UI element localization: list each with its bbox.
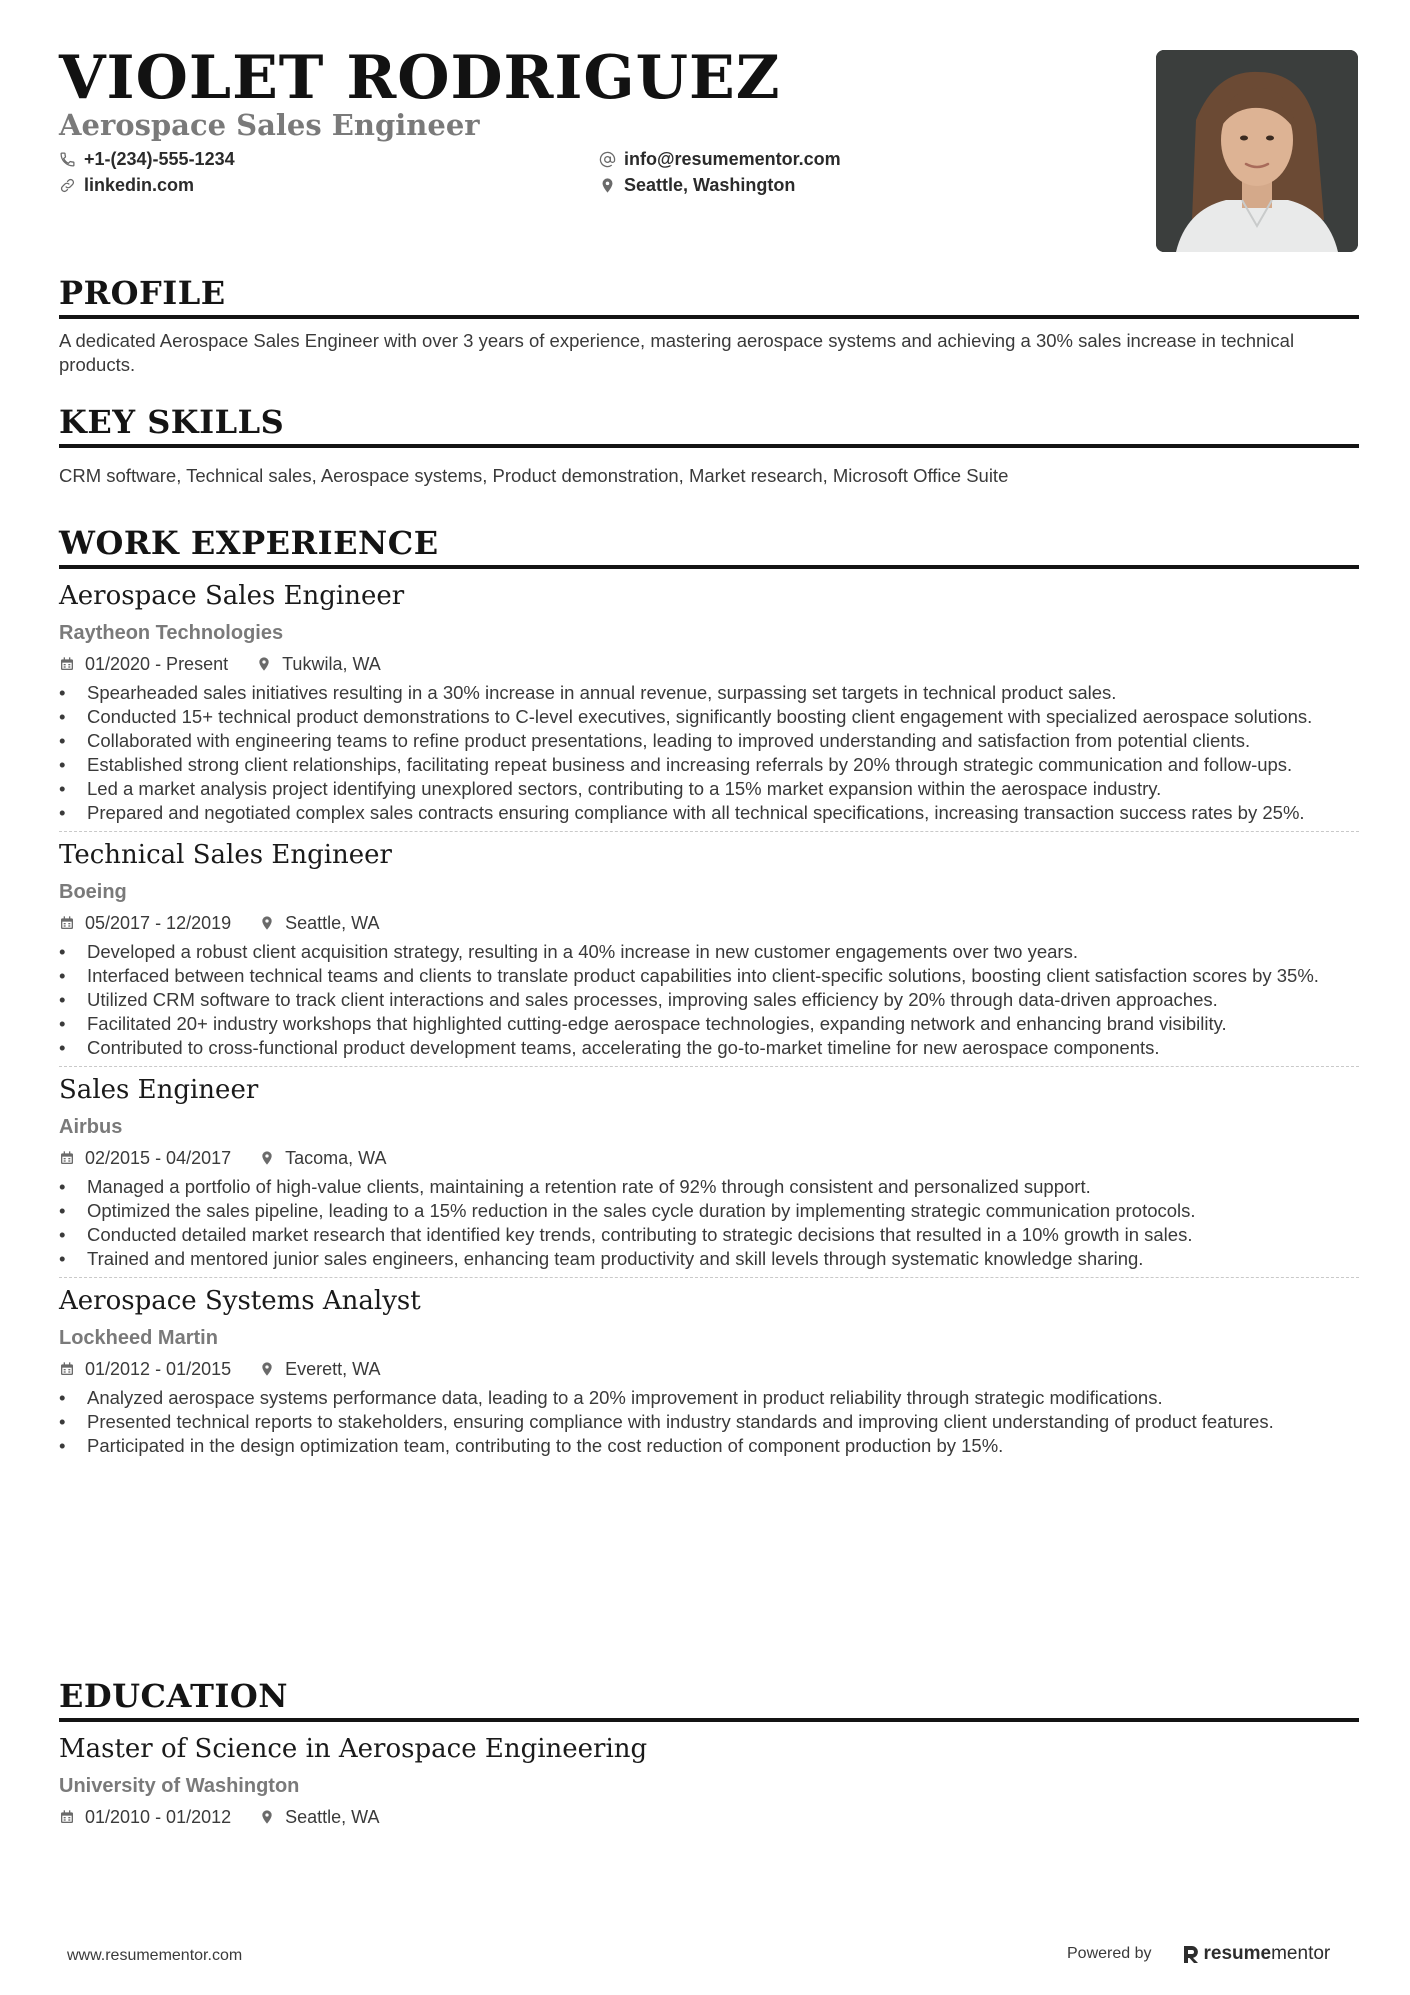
footer-website[interactable]: www.resumementor.com (67, 1947, 243, 1964)
powered-by-label: Powered by (1067, 1945, 1152, 1962)
job-bullet: • Facilitated 20+ industry workshops that highlighted cutting-edge aerospace technologies, expanding network and enhancing brand visibility. (87, 1012, 1359, 1036)
candidate-headline: Aerospace Sales Engineer (59, 108, 480, 142)
section-title-skills: KEY SKILLS (59, 406, 1359, 448)
job-dates: 01/2020 - Present (85, 654, 229, 674)
job-bullet: • Conducted 15+ technical product demonstrations to C-level executives, significantly boosting client engagement with specialized aerospace solutions. (87, 705, 1359, 729)
experience-section (59, 524, 1359, 1464)
location-text: Seattle, Washington (624, 175, 796, 195)
job-location-text: Everett, WA (285, 1359, 381, 1379)
job-bullet: • Managed a portfolio of high-value clients, maintaining a retention rate of 92% through consistent and personalized support. (87, 1175, 1359, 1199)
profile-text: A dedicated Aerospace Sales Engineer with over 3 years of experience, mastering aerospace systems and achieving a 30% sales increase in technical products. (59, 330, 1295, 375)
contact-linkedin[interactable] (59, 176, 194, 194)
resumementor-logo-icon (1182, 1944, 1200, 1964)
at-icon (599, 151, 616, 168)
link-icon (59, 177, 76, 194)
brand-logo[interactable] (1182, 1943, 1331, 1965)
map-pin-icon (259, 1809, 275, 1825)
school-name: University of Washington (59, 1775, 300, 1797)
calendar-icon (59, 915, 75, 931)
job-location (259, 1360, 380, 1378)
job-bullets (59, 1386, 1359, 1458)
calendar-icon (59, 656, 75, 672)
map-pin-icon (256, 656, 272, 672)
job-bullet: • Established strong client relationships, facilitating repeat business and increasing referrals by 20% through strategic communication and follow-ups. (87, 753, 1359, 777)
section-title-education: EDUCATION (59, 1680, 1359, 1722)
candidate-name: VIOLET RODRIGUEZ (59, 43, 781, 113)
job-bullet: • Analyzed aerospace systems performance data, leading to a 20% improvement in product reliability through strategic modifications. (87, 1386, 1359, 1410)
email-text: info@resumementor.com (624, 149, 841, 169)
job-bullet: • Optimized the sales pipeline, leading to a 15% reduction in the sales cycle duration by implementing strategic communication protocols. (87, 1199, 1359, 1223)
job-bullets (59, 681, 1359, 825)
skills-text: CRM software, Technical sales, Aerospace systems, Product demonstration, Market research, Microsoft Office Suite (59, 465, 1009, 486)
brand-bold: resume (1203, 1943, 1272, 1964)
skills-section (59, 403, 1359, 488)
footer-powered (1067, 1943, 1330, 1965)
company-name: Airbus (59, 1116, 123, 1138)
map-pin-icon (259, 915, 275, 931)
contact-location (599, 176, 795, 194)
degree-title: Master of Science in Aerospace Engineering (59, 1734, 648, 1764)
job-title: Technical Sales Engineer (59, 840, 392, 870)
job-entry (59, 842, 1359, 1067)
contact-phone (59, 150, 235, 168)
company-name: Boeing (59, 881, 127, 903)
education-meta (59, 1808, 1359, 1826)
linkedin-text: linkedin.com (84, 175, 195, 195)
education-location (259, 1808, 379, 1826)
job-bullet: • Interfaced between technical teams and clients to translate product capabilities into client-specific solutions, boosting client satisfaction scores by 35%. (87, 964, 1359, 988)
job-bullets (59, 1175, 1359, 1271)
phone-icon (59, 151, 76, 168)
job-bullet: • Conducted detailed market research that identified key trends, contributing to strategic decisions that resulted in a 10% growth in sales. (87, 1223, 1359, 1247)
profile-section (59, 274, 1359, 377)
company-name: Raytheon Technologies (59, 622, 284, 644)
job-dates: 01/2012 - 01/2015 (85, 1359, 232, 1379)
job-bullet: • Presented technical reports to stakeholders, ensuring compliance with industry standards and improving client understanding of product features. (87, 1410, 1359, 1434)
job-bullet: • Trained and mentored junior sales engineers, enhancing team productivity and skill levels through systematic knowledge sharing. (87, 1247, 1359, 1271)
job-meta (59, 1149, 1359, 1167)
job-title: Aerospace Sales Engineer (59, 581, 405, 611)
job-location-text: Tacoma, WA (285, 1148, 387, 1168)
calendar-icon (59, 1150, 75, 1166)
job-bullet: • Developed a robust client acquisition strategy, resulting in a 40% increase in new customer engagements over two years. (87, 940, 1359, 964)
brand-light: mentor (1271, 1943, 1331, 1964)
job-bullet: • Collaborated with engineering teams to refine product presentations, leading to improved understanding and satisfaction from potential clients. (87, 729, 1359, 753)
job-location-text: Seattle, WA (285, 913, 380, 933)
job-dates: 02/2015 - 04/2017 (85, 1148, 232, 1168)
section-title-profile: PROFILE (59, 277, 1359, 319)
job-location-text: Tukwila, WA (282, 654, 381, 674)
education-section (59, 1677, 1359, 1827)
job-meta (59, 655, 1359, 673)
job-bullet: • Led a market analysis project identifying unexplored sectors, contributing to a 15% market expansion within the aerospace industry. (87, 777, 1359, 801)
job-dates: 05/2017 - 12/2019 (85, 913, 232, 933)
profile-photo (1156, 50, 1358, 252)
job-location (259, 1149, 386, 1167)
job-bullet: • Spearheaded sales initiatives resulting in a 30% increase in annual revenue, surpassing set targets in technical product sales. (87, 681, 1359, 705)
map-pin-icon (259, 1150, 275, 1166)
job-title: Sales Engineer (59, 1075, 259, 1105)
contact-email[interactable] (599, 150, 841, 168)
calendar-icon (59, 1361, 75, 1377)
job-entry (59, 583, 1359, 832)
job-bullet: • Contributed to cross-functional product development teams, accelerating the go-to-market timeline for new aerospace components. (87, 1036, 1359, 1060)
section-title-experience: WORK EXPERIENCE (59, 527, 1359, 569)
education-dates: 01/2010 - 01/2012 (85, 1807, 232, 1827)
calendar-icon (59, 1809, 75, 1825)
map-pin-icon (599, 177, 616, 194)
job-bullets (59, 940, 1359, 1060)
phone-text: +1-(234)-555-1234 (84, 149, 235, 169)
job-location (259, 914, 379, 932)
job-location (256, 655, 381, 673)
job-bullet: • Prepared and negotiated complex sales contracts ensuring compliance with all technical specifications, increasing transaction success rates by 25%. (87, 801, 1359, 825)
job-entry (59, 1077, 1359, 1278)
job-entry (59, 1288, 1359, 1464)
job-bullet: • Utilized CRM software to track client interactions and sales processes, improving sales efficiency by 20% through data-driven approaches. (87, 988, 1359, 1012)
job-meta (59, 914, 1359, 932)
job-meta (59, 1360, 1359, 1378)
education-location-text: Seattle, WA (285, 1807, 380, 1827)
map-pin-icon (259, 1361, 275, 1377)
job-title: Aerospace Systems Analyst (59, 1286, 421, 1316)
company-name: Lockheed Martin (59, 1327, 218, 1349)
job-bullet: • Participated in the design optimization team, contributing to the cost reduction of component production by 15%. (87, 1434, 1359, 1458)
